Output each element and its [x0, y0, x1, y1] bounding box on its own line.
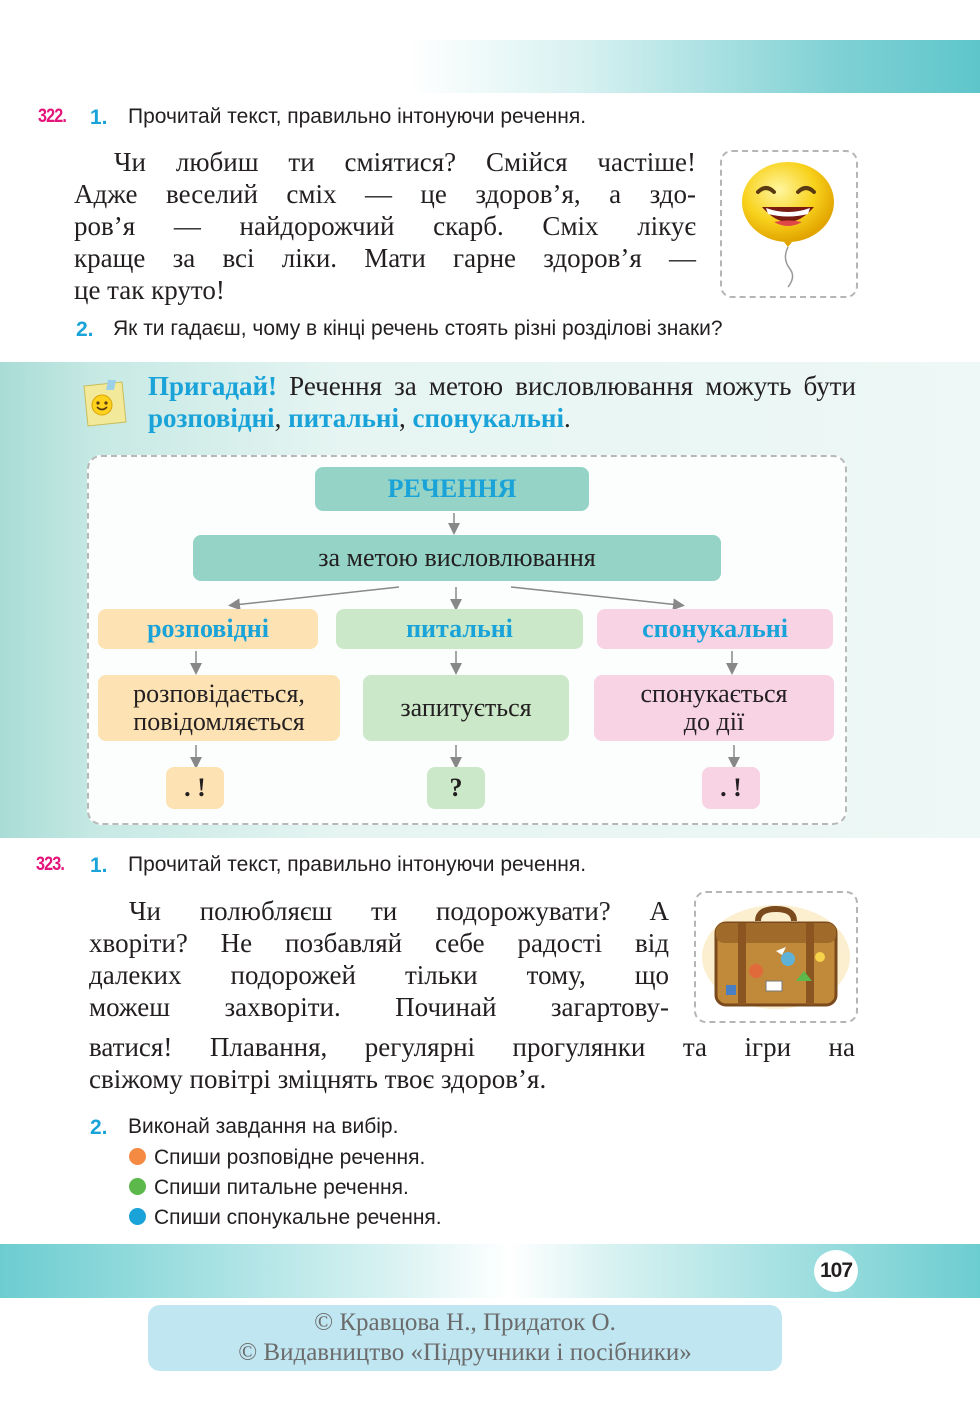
- ex322-step2-number: 2.: [76, 318, 94, 341]
- type-declarative: розповідні: [98, 609, 318, 649]
- ex322-line-5: це так круто!: [74, 275, 225, 305]
- meaning-declarative-line1: розповідається,: [133, 679, 305, 708]
- ex323-line-5: ватися! Плавання, регулярні прогулянки та ігри на: [89, 1032, 855, 1062]
- meaning-declarative: [98, 675, 340, 741]
- ex322-line-2: Адже веселий сміх — це здоров’я, а здо-: [74, 179, 696, 209]
- term-declarative: розповідні: [148, 403, 275, 433]
- page-number: 107: [814, 1250, 858, 1292]
- punct-imperative: . !: [702, 767, 760, 809]
- ex323-line-6: свіжому повітрі зміцнять твоє здоров’я.: [89, 1064, 547, 1094]
- diagram-root: РЕЧЕННЯ: [315, 467, 589, 511]
- ex323-step1-instruction: Прочитай текст, правильно інтонуючи речення.: [128, 853, 587, 876]
- term-imperative: спонукальні: [412, 403, 564, 433]
- ex322-step1-number: 1.: [90, 106, 108, 129]
- ex322-step2-question: Як ти гадаєш, чому в кінці речень стоять різні розділові знаки?: [113, 317, 723, 340]
- ex323-paragraph-bottom: [89, 1031, 855, 1095]
- suitcase-icon: [696, 893, 856, 1021]
- ex323-image-frame: [694, 891, 858, 1023]
- term-interrogative: питальні: [288, 403, 399, 433]
- remember-text: [148, 370, 856, 434]
- option-declarative: [129, 1143, 442, 1173]
- diagram-criterion: за метою висловлювання: [193, 535, 721, 581]
- ex323-options-list: [129, 1143, 442, 1233]
- ex323-line-1: Чи полюбляєш ти подорожувати? А: [129, 896, 669, 926]
- sentence-types-diagram: [87, 455, 847, 825]
- ex323-step1-number: 1.: [90, 854, 108, 877]
- smiley-balloon-icon: [722, 152, 856, 296]
- meaning-imperative-line1: спонукається: [640, 679, 788, 708]
- green-dot-icon: [129, 1178, 146, 1195]
- sticky-note-smiley-icon: [78, 378, 128, 430]
- copyright-authors: © Кравцова Н., Придаток О.: [314, 1309, 616, 1336]
- ex323-line-3: далеких подорожей тільки тому, що: [89, 960, 669, 990]
- meaning-imperative: [594, 675, 834, 741]
- exercise-number-322: 322.: [38, 106, 67, 127]
- remember-title: Пригадай!: [148, 371, 278, 401]
- exercise-number-323: 323.: [36, 854, 65, 875]
- orange-dot-icon: [129, 1148, 146, 1165]
- meaning-declarative-line2: повідомляється: [133, 707, 305, 736]
- separator-1: ,: [274, 403, 289, 433]
- ex322-line-1: Чи любиш ти сміятися? Смійся частіше!: [114, 147, 696, 177]
- punct-declarative: . !: [166, 767, 224, 809]
- meaning-imperative-line2: до дії: [683, 707, 745, 736]
- remember-body: Речення за метою висловлювання можуть бути: [277, 371, 856, 401]
- meaning-interrogative: запитується: [363, 675, 569, 741]
- option-interrogative: [129, 1173, 442, 1203]
- copyright-publisher: © Видавництво «Підручники і посібники»: [238, 1339, 692, 1366]
- ex322-paragraph: [74, 146, 696, 306]
- option-imperative: [129, 1203, 442, 1233]
- ex322-line-3: ров’я — найдорожчий скарб. Сміх лікує: [74, 211, 696, 241]
- option-interrogative-text: Спиши питальне речення.: [154, 1176, 409, 1199]
- top-decorative-band: [410, 40, 980, 93]
- ex322-line-4: краще за всі ліки. Мати гарне здоров’я —: [74, 243, 696, 273]
- type-interrogative: питальні: [336, 609, 583, 649]
- ex323-line-2: хворіти? Не позбавляй себе радості від: [89, 928, 669, 958]
- type-imperative: спонукальні: [597, 609, 833, 649]
- ex323-paragraph-top: [89, 895, 669, 1023]
- remember-end-period: .: [563, 403, 571, 433]
- punct-interrogative: ?: [427, 767, 485, 809]
- option-declarative-text: Спиши розповідне речення.: [154, 1146, 426, 1169]
- copyright-box: [148, 1305, 782, 1371]
- blue-dot-icon: [129, 1208, 146, 1225]
- separator-2: ,: [399, 403, 413, 433]
- ex322-step1-instruction: Прочитай текст, правильно інтонуючи речення.: [128, 105, 587, 128]
- option-imperative-text: Спиши спонукальне речення.: [154, 1206, 442, 1229]
- ex323-step2-instruction: Виконай завдання на вибір.: [128, 1115, 399, 1138]
- ex323-line-4: можеш захворіти. Починай загартову-: [89, 992, 669, 1022]
- ex322-image-frame: [720, 150, 858, 298]
- ex323-step2-number: 2.: [90, 1116, 108, 1139]
